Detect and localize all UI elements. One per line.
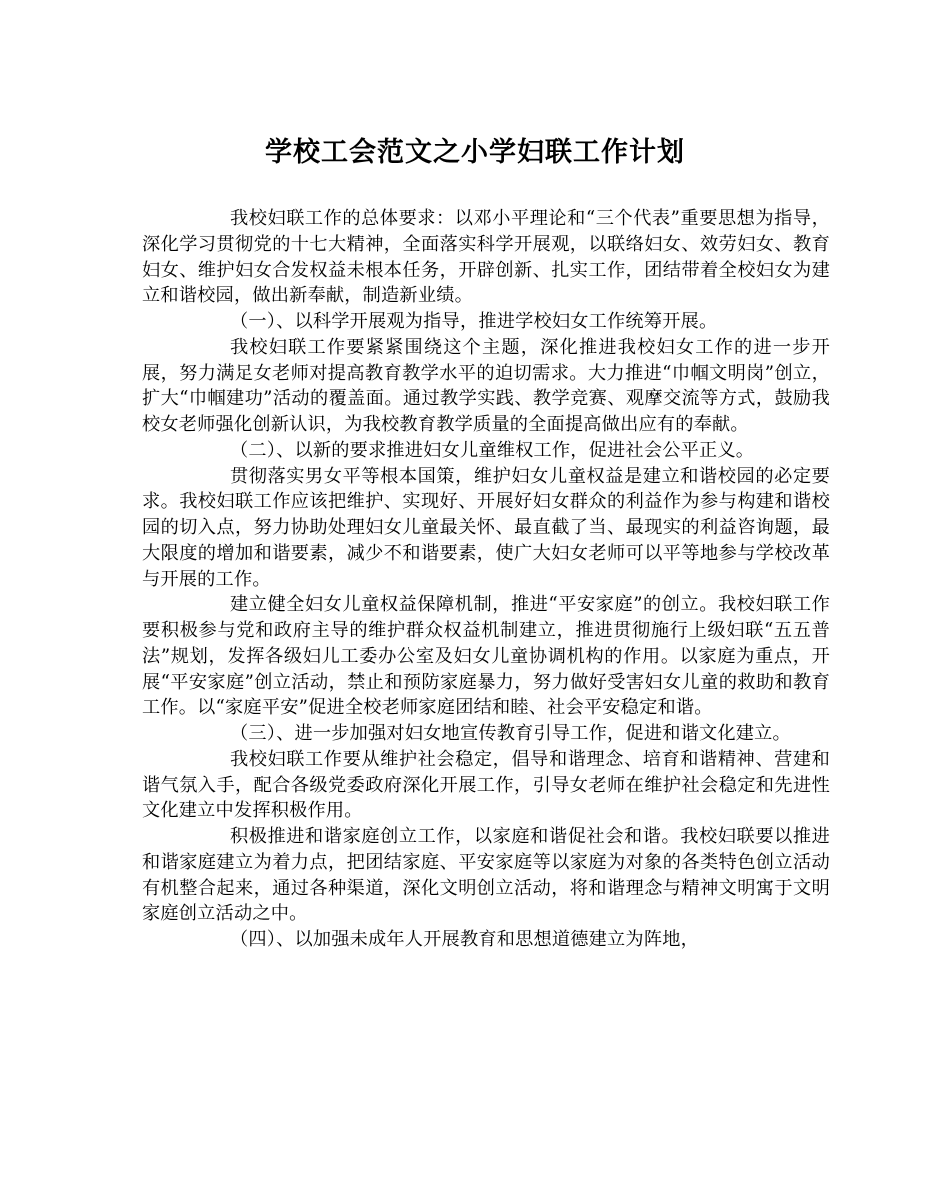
document-body [142, 206, 830, 953]
paragraph-section-2b: 建立健全妇女儿童权益保障机制，推进“平安家庭”的创立。我校妇联工作要积极参与党和政府主导的维护群众权益机制建立，推进贯彻施行上级妇联“五五普法”规划，发挥各级妇儿工委办公室及妇女儿童协调机构的作用。以家庭为重点，开展“平安家庭”创立活动，禁止和预防家庭暴力，努力做好受害妇女儿童的救助和教育工作。以“家庭平安”促进全校老师家庭团结和睦、社会平安稳定和谐。 [142, 594, 830, 719]
paragraph-section-3a: 我校妇联工作要从维护社会稳定，倡导和谐理念、培育和谐精神、营建和谐气氛入手，配合各级党委政府深化开展工作，引导女老师在维护社会稳定和先进性文化建立中发挥积极作用。 [142, 748, 830, 822]
section-heading-3: （三）、进一步加强对妇女地宣传教育引导工作，促进和谐文化建立。 [230, 723, 791, 744]
paragraph-section-1: 我校妇联工作要紧紧围绕这个主题，深化推进我校妇女工作的进一步开展，努力满足女老师对提高教育教学水平的迫切需求。大力推进“巾帼文明岗”创立，扩大“巾帼建功”活动的覆盖面。通过教学实践、教学竞赛、观摩交流等方式，鼓励我校女老师强化创新认识，为我校教育教学质量的全面提高做出应有的奉献。 [142, 336, 830, 435]
paragraph-general-requirements: 我校妇联工作的总体要求：以邓小平理论和“三个代表”重要思想为指导，深化学习贯彻党的十七大精神，全面落实科学开展观，以联络妇女、效劳妇女、教育妇女、维护妇女合发权益未根本任务，开辟创新、扎实工作，团结带着全校妇女为建立和谐校园，做出新奉献，制造新业绩。 [142, 208, 830, 307]
paragraph-section-3b: 积极推进和谐家庭创立工作，以家庭和谐促社会和谐。我校妇联要以推进和谐家庭建立为着力点，把团结家庭、平安家庭等以家庭为对象的各类特色创立活动有机整合起来，通过各种渠道，深化文明创立活动，将和谐理念与精神文明寓于文明家庭创立活动之中。 [142, 826, 830, 925]
section-heading-1: （一）、以科学开展观为指导，推进学校妇女工作统筹开展。 [230, 311, 718, 332]
section-heading-4: （四）、以加强未成年人开展教育和思想道德建立为阵地， [230, 929, 699, 950]
paragraph-section-2a: 贯彻落实男女平等根本国策，维护妇女儿童权益是建立和谐校园的必定要求。我校妇联工作应该把维护、实现好、开展好妇女群众的利益作为参与构建和谐校园的切入点，努力协助处理妇女儿童最关怀、最直截了当、最现实的利益咨询题，最大限度的增加和谐要素，减少不和谐要素，使广大妇女老师可以平等地参与学校改革与开展的工作。 [142, 465, 830, 590]
document-title: 学校工会范文之小学妇联工作计划 [265, 137, 685, 168]
section-heading-2: （二）、以新的要求推进妇女儿童维权工作，促进社会公平正义。 [230, 439, 755, 461]
